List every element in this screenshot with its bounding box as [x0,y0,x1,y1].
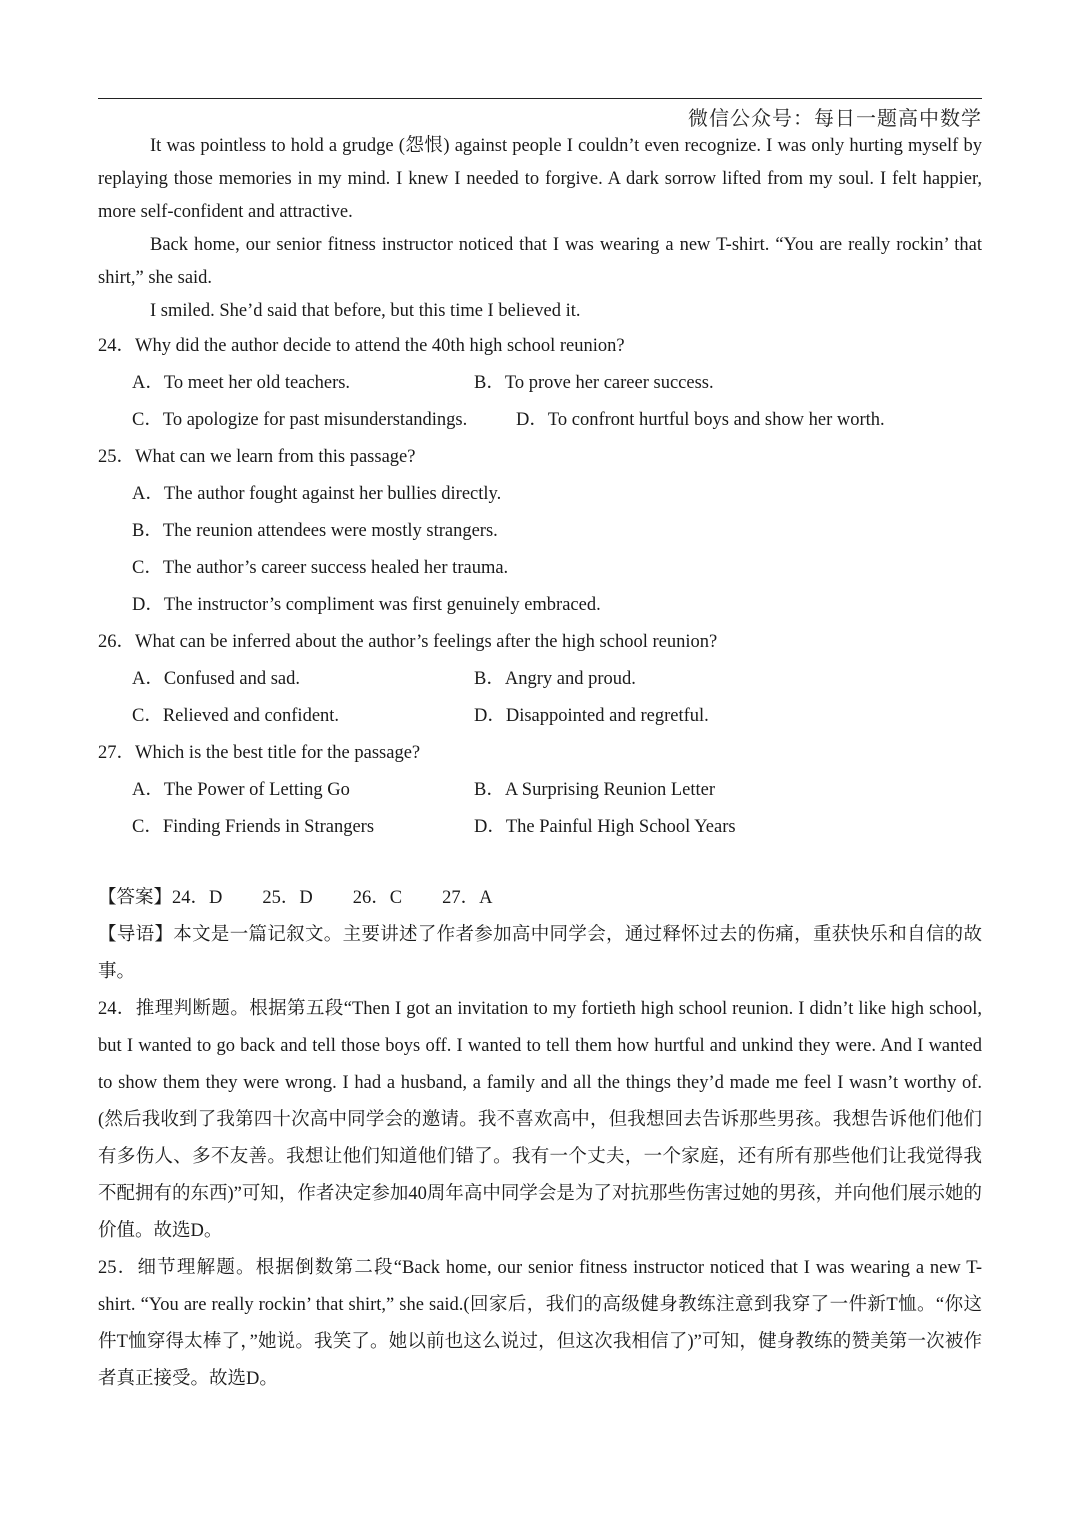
option-b: B．To prove her career success. [474,373,714,393]
answer-item: 26．C [352,888,403,908]
answer-item: 24．D [172,888,223,908]
option-a: A．The Power of Letting Go [132,780,350,800]
option-d: D．The Painful High School Years [474,817,736,837]
option-a: A．To meet her old teachers. [132,373,351,393]
option-d: D．The instructor’s compliment was first genuinely embraced. [132,595,601,615]
question-stem: 24．Why did the author decide to attend the 40th high school reunion? [98,336,625,356]
answer-item: 27．A [442,888,493,908]
question-24 [98,328,982,439]
analysis-paragraph: 25．细节理解题。根据倒数第二段“Back home, our senior fitness instructor noticed that I was wearing a new T-shirt. “You are really rockin’ that shirt,” she said.(回家后，我们的高级健身教练注意到我穿了一件新T恤。“你这件T恤穿得太棒了，”她说。我笑了。她以前也这么说过，但这次我相信了)”可知，健身教练的赞美第一次被作者真正接受。故选D。 [98,1258,982,1389]
answer-line [98,880,982,917]
option-b: B．A Surprising Reunion Letter [474,780,715,800]
option-b: B．Angry and proud. [474,669,636,689]
question-stem: 26．What can be inferred about the author’s feelings after the high school reunion? [98,632,718,652]
option-c: C．To apologize for past misunderstandings. [132,410,468,430]
option-a: A．Confused and sad. [132,669,301,689]
question-25 [98,439,982,624]
option-c: C．Finding Friends in Strangers [132,817,375,837]
passage-paragraph: It was pointless to hold a grudge (怨恨) against people I couldn’t even recognize. I was only hurting myself by replaying those memories in my mind. I knew I needed to forgive. A dark sorrow lifted from my soul. I felt happier, more self-confident and attractive. [98,136,982,222]
question-stem: 27．Which is the best title for the passage? [98,743,421,763]
guide-paragraph: 【导语】本文是一篇记叙文。主要讲述了作者参加高中同学会，通过释怀过去的伤痛，重获快乐和自信的故事。 [98,925,982,982]
option-d: D．Disappointed and regretful. [474,706,709,726]
option-b: B．The reunion attendees were mostly strangers. [132,521,498,541]
passage-paragraph: Back home, our senior fitness instructor noticed that I was wearing a new T-shirt. “You are really rockin’ that shirt,” she said. [98,235,982,288]
header-text: 微信公众号：每日一题高中数学 [688,108,982,130]
header-rule [98,98,982,99]
option-c: C．The author’s career success healed her trauma. [132,558,509,578]
option-a: A．The author fought against her bullies directly. [132,484,502,504]
answer-label: 【答案】 [98,888,173,908]
analysis-paragraph: 24．推理判断题。根据第五段“Then I got an invitation to my fortieth high school reunion. I didn’t like high school, but I wanted to go back and tell those boys off. I wanted to tell them how hurtful and unkind they were. And I wanted to show them they were wrong. I had a husband, a family and all the things they’d made me feel I wasn’t worthy of. (然后我收到了我第四十次高中同学会的邀请。我不喜欢高中，但我想回去告诉那些男孩。我想告诉他们他们有多伤人、多不友善。我想让他们知道他们错了。我有一个丈夫，一个家庭，还有所有那些他们让我觉得我不配拥有的东西)”可知，作者决定参加40周年高中同学会是为了对抗那些伤害过她的男孩，并向他们展示她的价值。故选D。 [98,999,982,1241]
passage-paragraph: I smiled. She’d said that before, but this time I believed it. [150,301,581,321]
question-26 [98,624,982,735]
answer-item: 25．D [262,888,313,908]
question-stem: 25．What can we learn from this passage? [98,447,416,467]
document-page [98,130,982,1398]
option-d: D．To confront hurtful boys and show her worth. [516,410,885,430]
option-c: C．Relieved and confident. [132,706,340,726]
analysis-section [98,917,982,1398]
question-27 [98,735,982,846]
